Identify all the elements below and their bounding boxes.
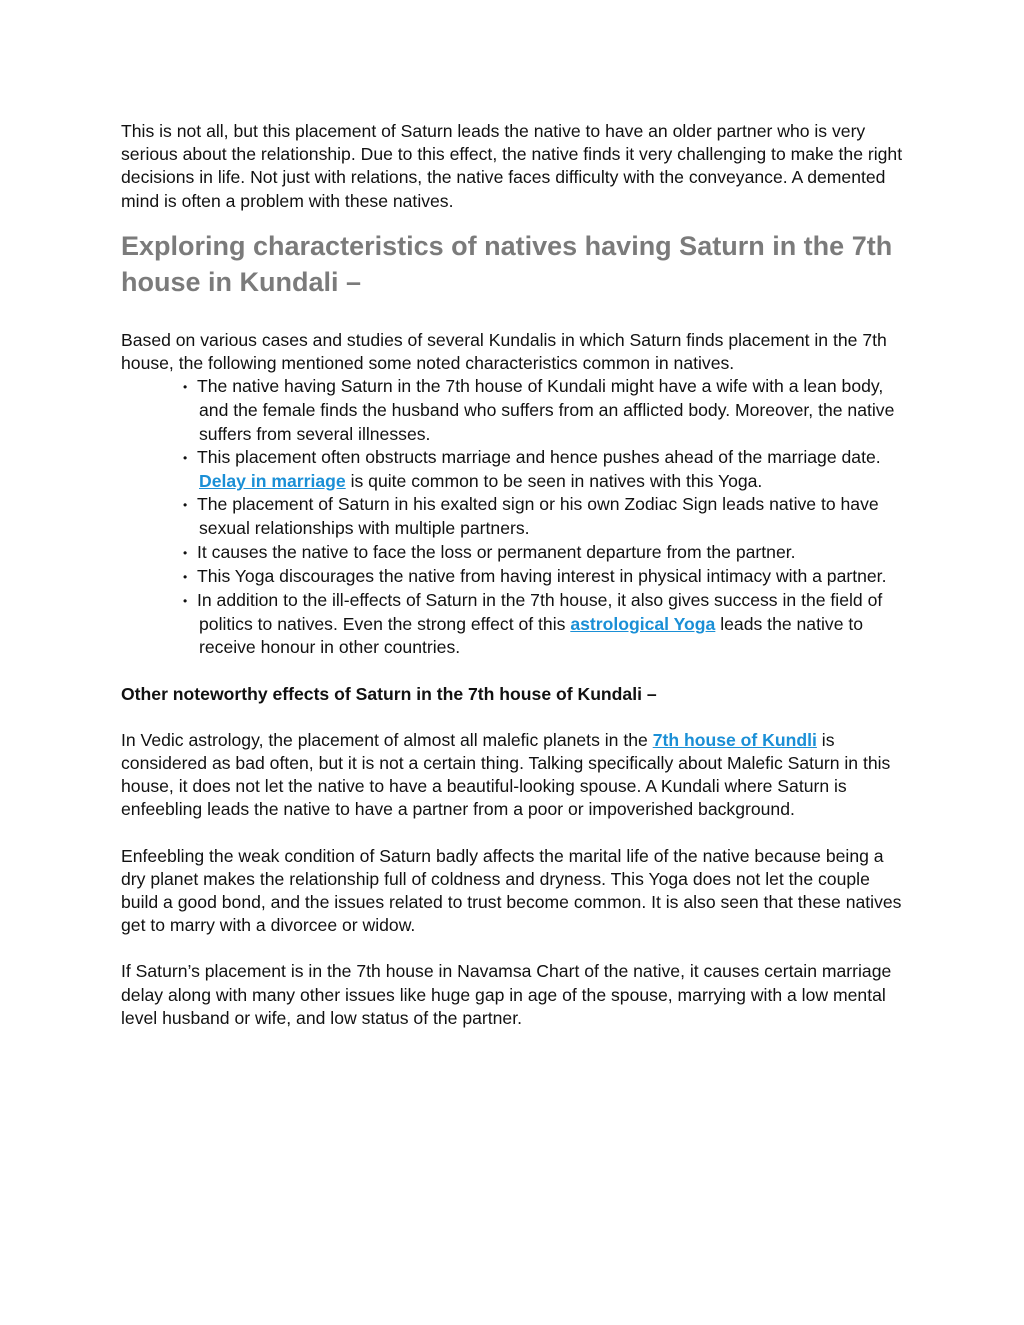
list-item bbox=[169, 375, 911, 446]
paragraph-text: In Vedic astrology, the placement of almost all malefic planets in the bbox=[121, 729, 653, 750]
lead-paragraph: Based on various cases and studies of several Kundalis in which Saturn finds placement in the 7th house, the following mentioned some noted characteristics common in natives. bbox=[121, 329, 887, 374]
bullet-icon: • bbox=[183, 569, 188, 584]
astrological-yoga-link[interactable]: astrological Yoga bbox=[570, 614, 716, 635]
list-item bbox=[169, 541, 911, 565]
list-item-text: This Yoga discourages the native from having interest in physical intimacy with a partner. bbox=[197, 565, 887, 586]
7th-house-of-kundli-link[interactable]: 7th house of Kundli bbox=[652, 729, 817, 750]
vedic-paragraph bbox=[121, 729, 911, 822]
enfeebling-paragraph: Enfeebling the weak condition of Saturn badly affects the marital life of the native because being a dry planet makes the relationship full of coldness and dryness. This Yoga does not let the couple build a good bond, and the issues related to trust become common. It is also seen that these natives get to marry with a divorcee or widow. bbox=[121, 845, 902, 936]
navamsa-paragraph: If Saturn’s placement is in the 7th house in Navamsa Chart of the native, it causes certain marriage delay along with many other issues like huge gap in age of the spouse, marrying with a low mental level husband or wife, and low status of the partner. bbox=[121, 961, 892, 1028]
delay-in-marriage-link[interactable]: Delay in marriage bbox=[199, 471, 346, 492]
list-item-text: leads the native to receive honour in other countries. bbox=[199, 614, 864, 658]
bullet-icon: • bbox=[183, 498, 188, 513]
characteristics-list bbox=[121, 375, 911, 659]
list-item bbox=[169, 589, 911, 660]
bullet-icon: • bbox=[183, 380, 188, 395]
list-item-text: The native having Saturn in the 7th house of Kundali might have a wife with a lean body, and the female finds the husband who suffers from an afflicted body. Moreover, the native suffers from several illnesses. bbox=[197, 376, 895, 444]
bullet-icon: • bbox=[183, 545, 188, 560]
paragraph-text: is considered as bad often, but it is not a certain thing. Talking specifically about Malefic Saturn in this house, it does not let the native to have a beautiful-looking spouse. A Kundali where Saturn is enfeebling leads the native to have a partner from a poor or impoverished background. bbox=[121, 729, 891, 820]
list-item-text: This placement often obstructs marriage and hence pushes ahead of the marriage date. bbox=[197, 446, 881, 467]
list-item bbox=[169, 446, 911, 493]
bullet-icon: • bbox=[183, 594, 188, 609]
sub-heading: Other noteworthy effects of Saturn in the 7th house of Kundali – bbox=[121, 683, 657, 704]
list-item bbox=[169, 565, 911, 589]
list-item-text: The placement of Saturn in his exalted sign or his own Zodiac Sign leads native to have sexual relationships with multiple partners. bbox=[197, 494, 879, 539]
bullet-icon: • bbox=[183, 450, 188, 465]
list-item bbox=[169, 493, 911, 540]
list-item-text: In addition to the ill-effects of Saturn in the 7th house, it also gives success in the field of politics to natives. Even the strong effect of this bbox=[197, 590, 883, 635]
document-page bbox=[121, 120, 911, 1030]
list-item-text: is quite common to be seen in natives with this Yoga. bbox=[345, 471, 763, 492]
section-heading: Exploring characteristics of natives having Saturn in the 7th house in Kundali – bbox=[121, 230, 893, 297]
intro-paragraph: This is not all, but this placement of Saturn leads the native to have an older partner who is very serious about the relationship. Due to this effect, the native finds it very challenging to make the right decisions in life. Not just with relations, the native faces difficulty with the conveyance. A demented mind is often a problem with these natives. bbox=[121, 121, 903, 211]
list-item-text: It causes the native to face the loss or permanent departure from the partner. bbox=[197, 541, 796, 562]
